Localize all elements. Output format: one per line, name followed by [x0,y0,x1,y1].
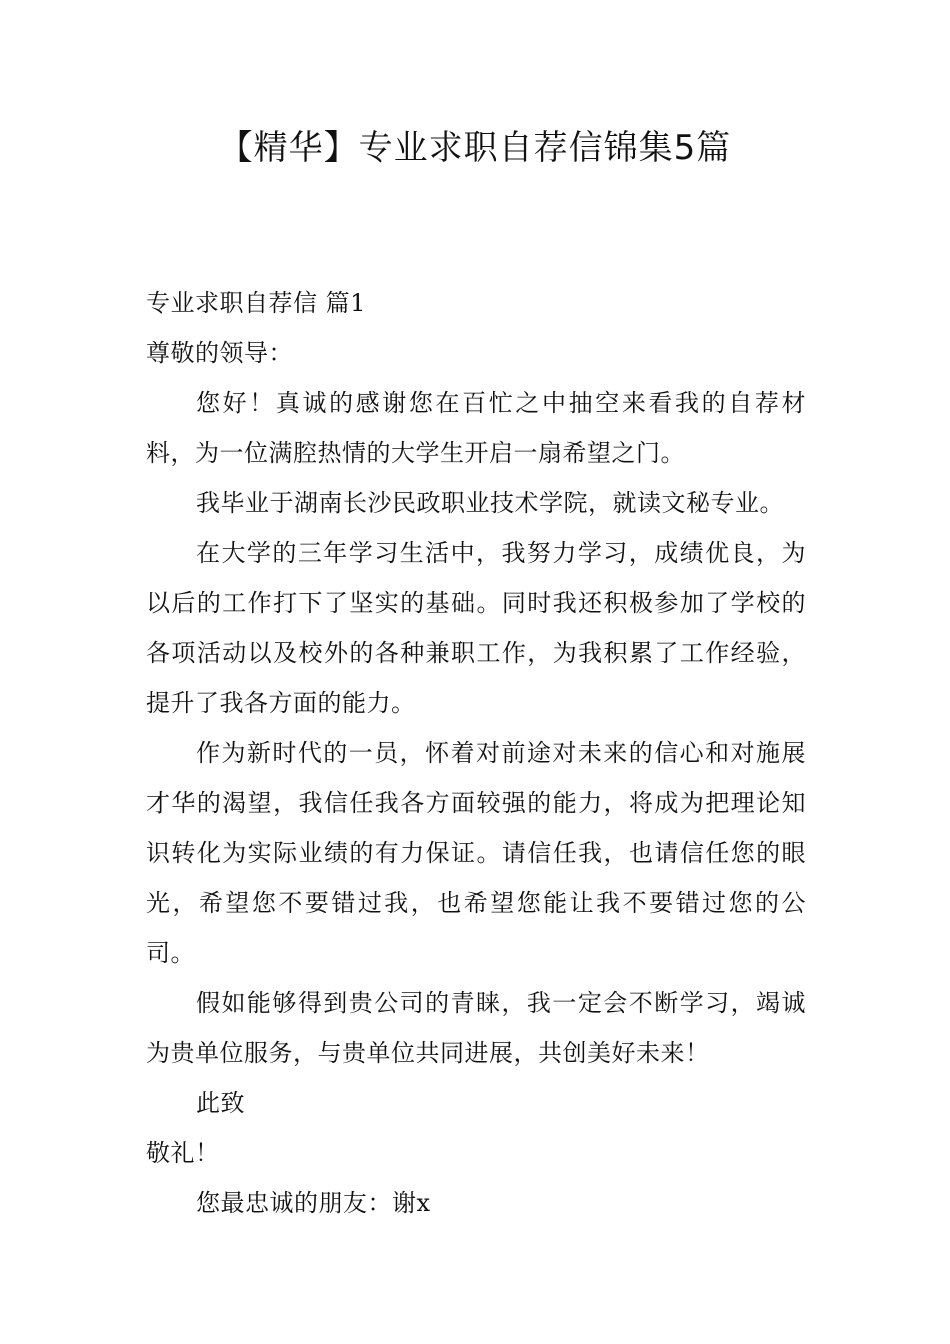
document-title: 【精华】专业求职自荐信锦集5篇 [218,128,732,168]
closing-regards: 敬礼！ [146,1139,220,1167]
closing-line: 此致 [196,1089,245,1117]
signature: 您最忠诚的朋友：谢x [196,1189,431,1217]
paragraph: 假如能够得到贵公司的青睐，我一定会不断学习，竭诚为贵单位服务，与贵单位共同进展，共创美好未来！ [146,989,806,1067]
paragraph: 我毕业于湖南长沙民政职业技术学院，就读文秘专业。 [196,489,784,517]
letter-body [146,278,806,1228]
paragraph: 作为新时代的一员，怀着对前途对未来的信心和对施展才华的渴望，我信任我各方面较强的能力，将成为把理论知识转化为实际业绩的有力保证。请信任我，也请信任您的眼光，希望您不要错过我，也希望您能让我不要错过您的公司。 [146,739,806,967]
paragraph: 在大学的三年学习生活中，我努力学习，成绩优良，为以后的工作打下了坚实的基础。同时我还积极参加了学校的各项活动以及校外的各种兼职工作，为我积累了工作经验，提升了我各方面的能力。 [146,539,806,717]
paragraph: 您好！真诚的感谢您在百忙之中抽空来看我的自荐材料，为一位满腔热情的大学生开启一扇希望之门。 [146,389,806,467]
salutation: 尊敬的领导： [146,339,293,367]
section-heading: 专业求职自荐信 篇1 [146,289,366,317]
